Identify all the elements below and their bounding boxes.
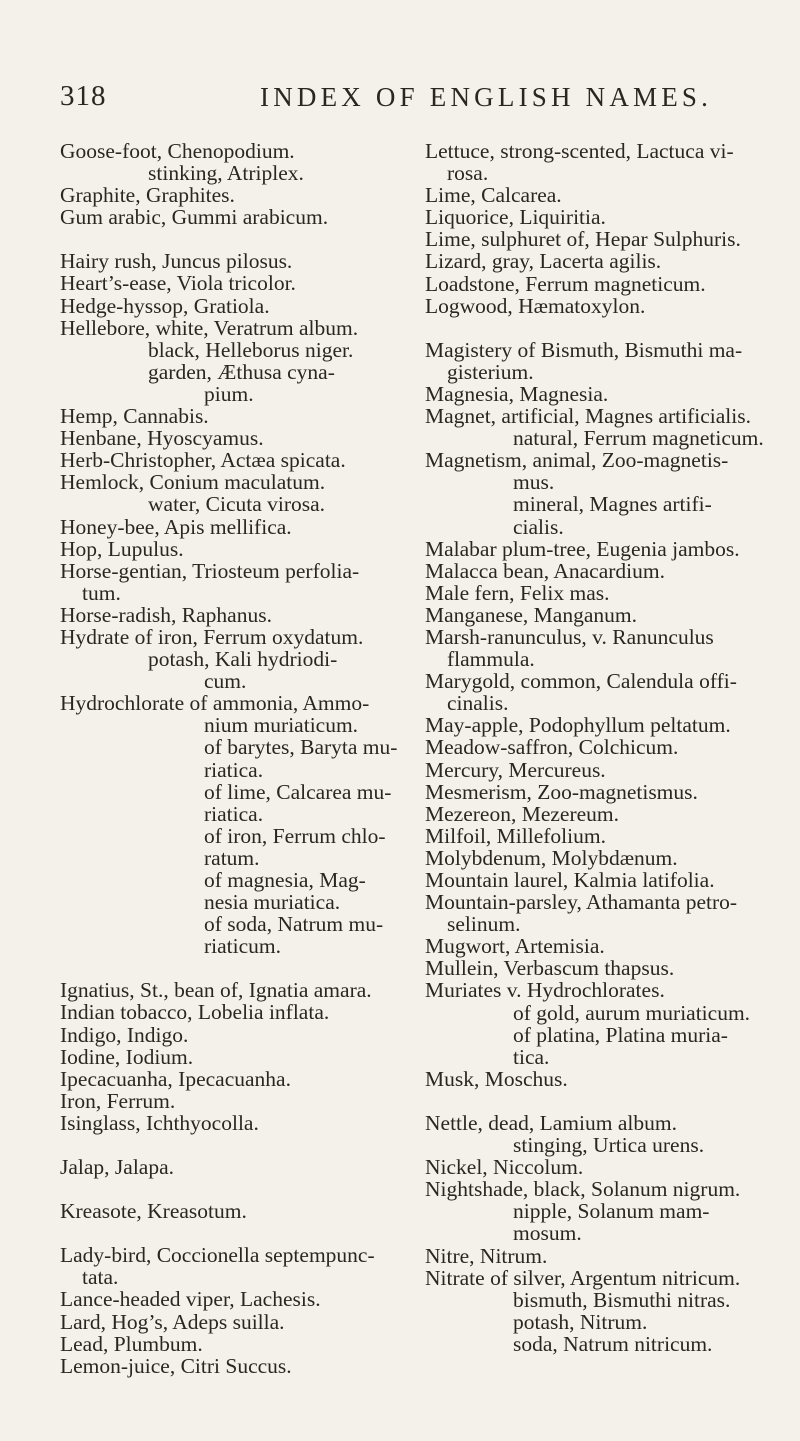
index-entry: Hairy rush, Juncus pilosus. <box>60 249 293 274</box>
index-subentry: pium. <box>204 381 254 406</box>
index-entry: Heart’s-ease, Viola tricolor. <box>60 271 296 296</box>
index-subentry: of barytes, Baryta mu- <box>204 735 398 760</box>
index-entry: Magnetism, animal, Zoo-magnetis- <box>425 448 729 473</box>
index-entry: Lard, Hog’s, Adeps suilla. <box>60 1309 285 1334</box>
index-entry: Iodine, Iodium. <box>60 1044 194 1069</box>
index-entry: Muriates v. Hydrochlorates. <box>425 978 665 1003</box>
index-entry: Nitrate of silver, Argentum nitricum. <box>425 1265 741 1290</box>
index-entry: Lemon-juice, Citri Succus. <box>60 1353 292 1378</box>
page-header <box>60 80 760 120</box>
index-subentry: nesia muriatica. <box>204 890 341 915</box>
index-subentry: of soda, Natrum mu- <box>204 912 384 937</box>
index-entry: Hemlock, Conium maculatum. <box>60 470 326 495</box>
index-entry: Malabar plum-tree, Eugenia jambos. <box>425 536 740 561</box>
index-subentry: of gold, aurum muriaticum. <box>513 1000 751 1025</box>
index-entry: Herb-Christopher, Actæa spicata. <box>60 448 346 473</box>
index-entry: May-apple, Podophyllum peltatum. <box>425 713 731 738</box>
index-entry: Marsh-ranunculus, v. Ranunculus <box>425 624 714 649</box>
index-entry: Loadstone, Ferrum magneticum. <box>425 271 706 296</box>
index-entry: Hemp, Cannabis. <box>60 404 209 429</box>
index-subentry: of platina, Platina muria- <box>513 1022 728 1047</box>
index-entry: Nightshade, black, Solanum nigrum. <box>425 1177 741 1202</box>
index-entry: Iron, Ferrum. <box>60 1088 176 1113</box>
index-entry: Magnesia, Magnesia. <box>425 381 609 406</box>
index-entry: Mugwort, Artemisia. <box>425 934 605 959</box>
index-subentry: black, Helleborus niger. <box>148 337 354 362</box>
index-entry: Isinglass, Ichthyocolla. <box>60 1110 259 1135</box>
index-entry: Mercury, Mercureus. <box>425 757 606 782</box>
index-entry: Honey-bee, Apis mellifica. <box>60 514 292 539</box>
index-entry: Magistery of Bismuth, Bismuthi ma- <box>425 337 743 362</box>
index-entry: Jalap, Jalapa. <box>60 1155 175 1180</box>
index-subentry: nium muriaticum. <box>204 713 359 738</box>
index-subentry: cialis. <box>513 514 564 539</box>
index-entry: Manganese, Manganum. <box>425 602 637 627</box>
index-entry: Molybdenum, Molybdænum. <box>425 845 678 870</box>
index-entry: Mountain laurel, Kalmia latifolia. <box>425 868 715 892</box>
index-subentry: stinging, Urtica urens. <box>513 1133 705 1158</box>
index-subentry: tica. <box>513 1044 550 1069</box>
index-subentry: potash, Kali hydriodi- <box>148 647 338 672</box>
index-subentry: potash, Nitrum. <box>513 1309 648 1334</box>
index-entry: Indigo, Indigo. <box>60 1022 189 1047</box>
index-subentry: of lime, Calcarea mu- <box>204 779 392 804</box>
index-subentry: flammula. <box>447 647 535 672</box>
index-entry: Gum arabic, Gummi arabicum. <box>60 205 329 230</box>
index-entry: Logwood, Hæmatoxylon. <box>425 293 646 318</box>
index-subentry: gisterium. <box>447 359 534 384</box>
index-subentry: stinking, Atriplex. <box>148 161 304 186</box>
index-subentry: cum. <box>204 669 247 694</box>
index-entry: Hellebore, white, Veratrum album. <box>60 315 359 340</box>
index-subentry: tata. <box>82 1265 119 1290</box>
index-entry: Malacca bean, Anacardium. <box>425 558 665 583</box>
index-entry: Lady-bird, Coccionella septempunc- <box>60 1243 375 1268</box>
index-entry: Goose-foot, Chenopodium. <box>60 139 295 163</box>
section-gap <box>425 317 775 339</box>
right-column <box>425 140 775 1355</box>
page-number: 318 <box>60 80 107 112</box>
index-subentry: tum. <box>82 580 121 605</box>
section-gap <box>60 1134 410 1156</box>
index-entry: Male fern, Felix mas. <box>425 580 610 605</box>
index-subentry: mineral, Magnes artifi- <box>513 492 712 517</box>
index-subentry: of iron, Ferrum chlo- <box>204 823 386 848</box>
index-entry: Mountain-parsley, Athamanta petro- <box>425 890 738 915</box>
index-subentry: soda, Natrum nitricum. <box>513 1331 713 1356</box>
section-gap <box>425 1090 775 1112</box>
index-entry: Ignatius, St., bean of, Ignatia amara. <box>60 978 372 1003</box>
index-entry: Kreasote, Kreasotum. <box>60 1199 247 1224</box>
index-subentry: riaticum. <box>204 934 282 959</box>
index-entry: Lizard, gray, Lacerta agilis. <box>425 249 662 274</box>
index-entry: Mesmerism, Zoo-magnetismus. <box>425 779 698 804</box>
index-entry: Musk, Moschus. <box>425 1066 568 1091</box>
index-subentry: riatica. <box>204 801 264 826</box>
running-title: INDEX OF ENGLISH NAMES. <box>260 82 713 112</box>
index-entry: Horse-gentian, Triosteum perfolia- <box>60 558 360 583</box>
index-entry: Horse-radish, Raphanus. <box>60 602 272 627</box>
index-entry: Mullein, Verbascum thapsus. <box>425 956 675 981</box>
index-subentry: water, Cicuta virosa. <box>148 492 326 517</box>
index-entry: Hop, Lupulus. <box>60 536 184 561</box>
left-column <box>60 140 410 1377</box>
index-subentry: riatica. <box>204 757 264 782</box>
section-gap <box>60 1178 410 1200</box>
index-entry: Meadow-saffron, Colchicum. <box>425 735 679 760</box>
section-gap <box>60 957 410 979</box>
index-subentry: mus. <box>513 470 555 495</box>
index-subentry: selinum. <box>447 912 521 937</box>
index-entry: Marygold, common, Calendula offi- <box>425 669 737 694</box>
index-subentry: rosa. <box>447 161 489 186</box>
index-entry: Indian tobacco, Lobelia inflata. <box>60 1000 330 1025</box>
index-entry: Magnet, artificial, Magnes artificialis. <box>425 404 751 429</box>
index-entry: Milfoil, Millefolium. <box>425 823 606 848</box>
index-entry: Lime, Calcarea. <box>425 183 562 208</box>
index-subentry: cinalis. <box>447 691 509 716</box>
index-entry: Hedge-hyssop, Gratiola. <box>60 293 270 318</box>
index-subentry: nipple, Solanum mam- <box>513 1199 710 1224</box>
index-entry: Hydrochlorate of ammonia, Ammo- <box>60 691 370 716</box>
index-entry: Graphite, Graphites. <box>60 183 235 208</box>
index-entry: Nickel, Niccolum. <box>425 1155 584 1180</box>
index-entry: Lime, sulphuret of, Hepar Sulphuris. <box>425 227 741 252</box>
index-entry: Liquorice, Liquiritia. <box>425 205 606 230</box>
index-entry: Henbane, Hyoscyamus. <box>60 426 264 451</box>
index-entry: Nitre, Nitrum. <box>425 1243 548 1268</box>
index-subentry: natural, Ferrum magneticum. <box>513 426 764 451</box>
index-entry: Ipecacuanha, Ipecacuanha. <box>60 1066 291 1091</box>
index-subentry: ratum. <box>204 845 260 870</box>
section-gap <box>60 1222 410 1244</box>
index-subentry: of magnesia, Mag- <box>204 868 366 892</box>
index-entry: Lettuce, strong-scented, Lactuca vi- <box>425 139 734 163</box>
index-entry: Nettle, dead, Lamium album. <box>425 1110 677 1135</box>
index-subentry: mosum. <box>513 1221 582 1246</box>
index-entry: Mezereon, Mezereum. <box>425 801 619 826</box>
section-gap <box>60 228 410 250</box>
index-subentry: bismuth, Bismuthi nitras. <box>513 1287 731 1312</box>
index-entry: Lead, Plumbum. <box>60 1331 203 1356</box>
index-subentry: garden, Æthusa cyna- <box>148 359 335 384</box>
index-entry: Lance-headed viper, Lachesis. <box>60 1287 321 1312</box>
index-entry: Hydrate of iron, Ferrum oxydatum. <box>60 624 364 649</box>
